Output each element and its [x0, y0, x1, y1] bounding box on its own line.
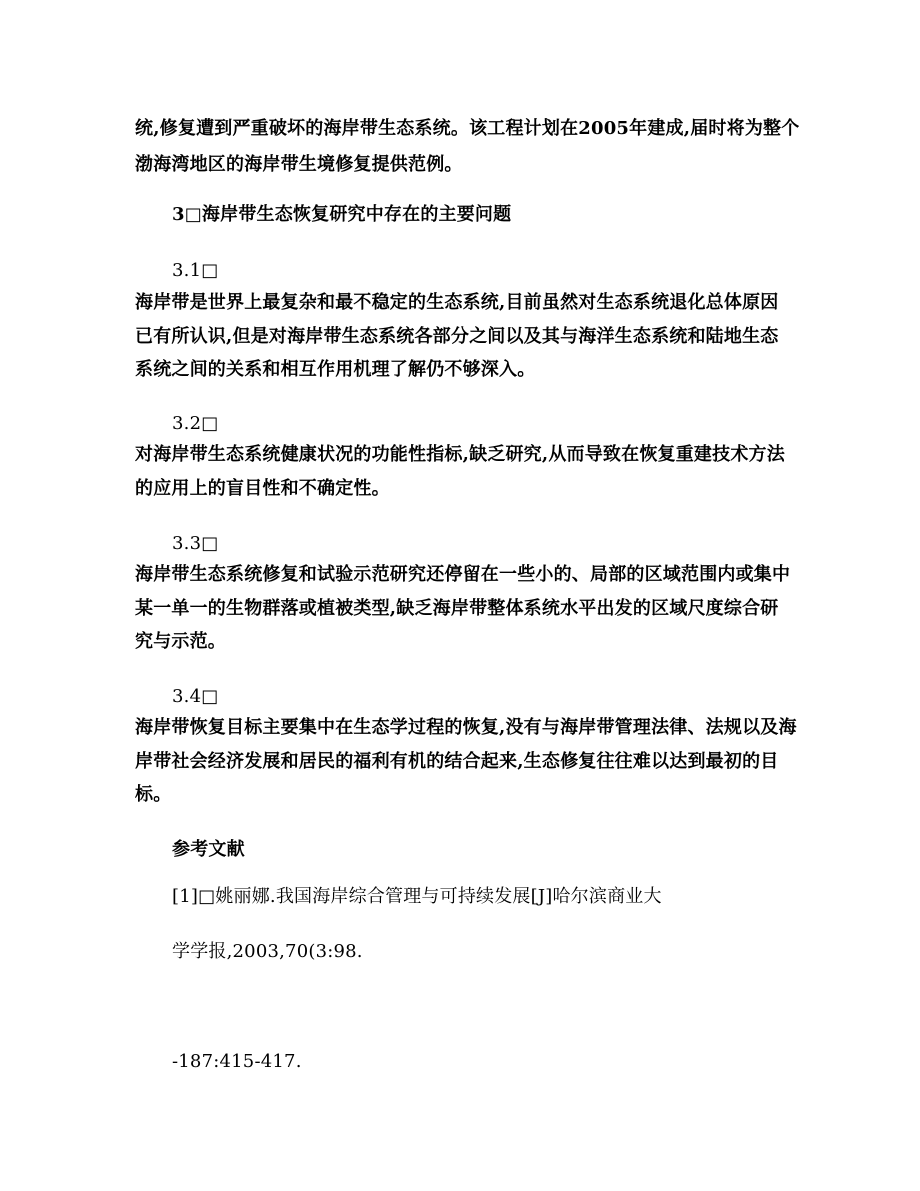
intro-paragraph-line-2: 渤海湾地区的海岸带生境修复提供范例。	[135, 154, 463, 175]
item-3-3-line-1: 海岸带生态系统修复和试验示范研究还停留在一些小的、局部的区域范围内或集中	[135, 564, 791, 585]
item-3-1-line-3: 系统之间的关系和相互作用机理了解仍不够深入。	[135, 359, 536, 380]
item-3-2-number: 3.2□	[172, 413, 219, 434]
item-3-1-line-2: 已有所认识,但是对海岸带生态系统各部分之间以及其与海洋生态系统和陆地生态	[135, 326, 779, 347]
references-heading: 参考文献	[172, 839, 245, 860]
item-3-4-line-2: 岸带社会经济发展和居民的福利有机的结合起来,生态修复往往难以达到最初的目	[135, 751, 779, 772]
item-3-4-number: 3.4□	[172, 686, 219, 707]
item-3-1-number: 3.1□	[172, 260, 219, 281]
item-3-4-line-3: 标。	[135, 784, 172, 805]
reference-1-line-2: 学学报,2003,70(3:98.	[172, 941, 363, 962]
reference-fragment: -187:415-417.	[172, 1051, 302, 1072]
item-3-2-line-2: 的应用上的盲目性和不确定性。	[135, 478, 390, 499]
section-3-heading: 3□海岸带生态恢复研究中存在的主要问题	[172, 204, 512, 225]
item-3-3-line-3: 究与示范。	[135, 631, 226, 652]
item-3-2-line-1: 对海岸带生态系统健康状况的功能性指标,缺乏研究,从而导致在恢复重建技术方法	[135, 444, 785, 465]
item-3-4-line-1: 海岸带恢复目标主要集中在生态学过程的恢复,没有与海岸带管理法律、法规以及海	[135, 717, 797, 738]
item-3-3-number: 3.3□	[172, 533, 219, 554]
item-3-1-line-1: 海岸带是世界上最复杂和最不稳定的生态系统,目前虽然对生态系统退化总体原因	[135, 292, 779, 313]
item-3-3-line-2: 某一单一的生物群落或植被类型,缺乏海岸带整体系统水平出发的区域尺度综合研	[135, 598, 779, 619]
reference-1-line-1: [1]□姚丽娜.我国海岸综合管理与可持续发展[J]哈尔滨商业大	[172, 886, 662, 907]
intro-paragraph-line-1: 统,修复遭到严重破坏的海岸带生态系统。该工程计划在2005年建成,届时将为整个	[135, 118, 800, 139]
